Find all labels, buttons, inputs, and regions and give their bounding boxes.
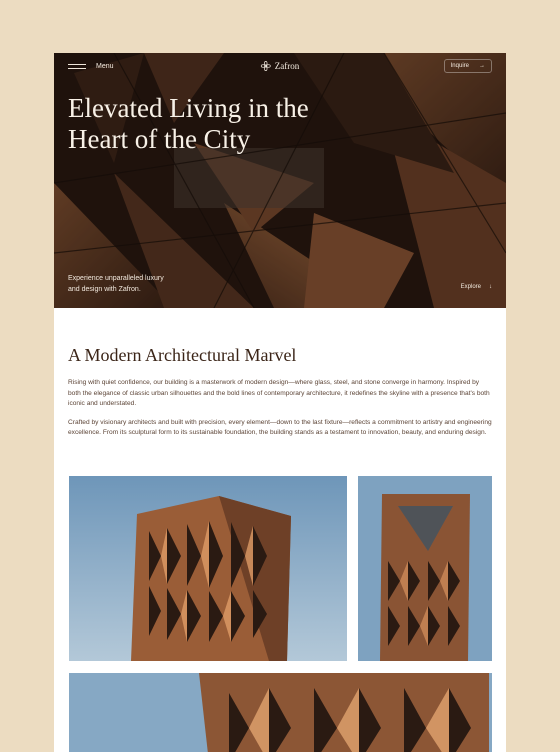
inquire-button[interactable] bbox=[444, 59, 492, 73]
hero-title-line2: Heart of the City bbox=[68, 124, 251, 154]
inquire-label: Inquire bbox=[450, 63, 469, 69]
section-title: A Modern Architectural Marvel bbox=[68, 345, 297, 365]
paragraph-2: Crafted by visionary architects and built with precision, every element—down to the last fixture—reflects a commitment to artistry and engineering excellence. From its sculptural form to its sustainable foundation, the building stands as a testament to innovation, beauty, and enduring design. bbox=[68, 418, 492, 436]
arrow-down-icon: ↓ bbox=[489, 284, 492, 290]
menu-button[interactable] bbox=[68, 63, 114, 70]
flower-logo-icon bbox=[261, 61, 271, 71]
paragraph-1: Rising with quiet confidence, our building is a masterwork of modern design—where glass, steel, and stone converge in harmony. Inspired by both the elegance of classic urban silhouettes and the bold lines of contemporary architecture, it redefines the skyline with a presence that's both iconic and understated. bbox=[68, 379, 490, 407]
brand-logo[interactable] bbox=[261, 61, 300, 71]
hero-background-image bbox=[54, 53, 506, 308]
hero-subtitle-line1: Experience unparalleled luxury bbox=[68, 275, 164, 282]
top-nav bbox=[68, 59, 492, 73]
arrow-right-icon: → bbox=[479, 63, 485, 69]
explore-link[interactable] bbox=[461, 284, 492, 290]
menu-label: Menu bbox=[96, 62, 114, 70]
hamburger-icon bbox=[68, 64, 86, 69]
hero-subtitle-line2: and design with Zafron. bbox=[68, 286, 141, 293]
hero-subtitle bbox=[68, 273, 228, 295]
building-image-2 bbox=[358, 476, 492, 661]
page bbox=[54, 53, 506, 752]
explore-label: Explore bbox=[460, 284, 481, 290]
brand-name: Zafron bbox=[274, 61, 300, 71]
hero-title bbox=[68, 93, 368, 155]
building-image-1 bbox=[69, 476, 347, 661]
content-section bbox=[68, 345, 492, 447]
building-image-3 bbox=[69, 673, 492, 752]
hero-section bbox=[54, 53, 506, 308]
hero-title-line1: Elevated Living in the bbox=[68, 93, 309, 123]
